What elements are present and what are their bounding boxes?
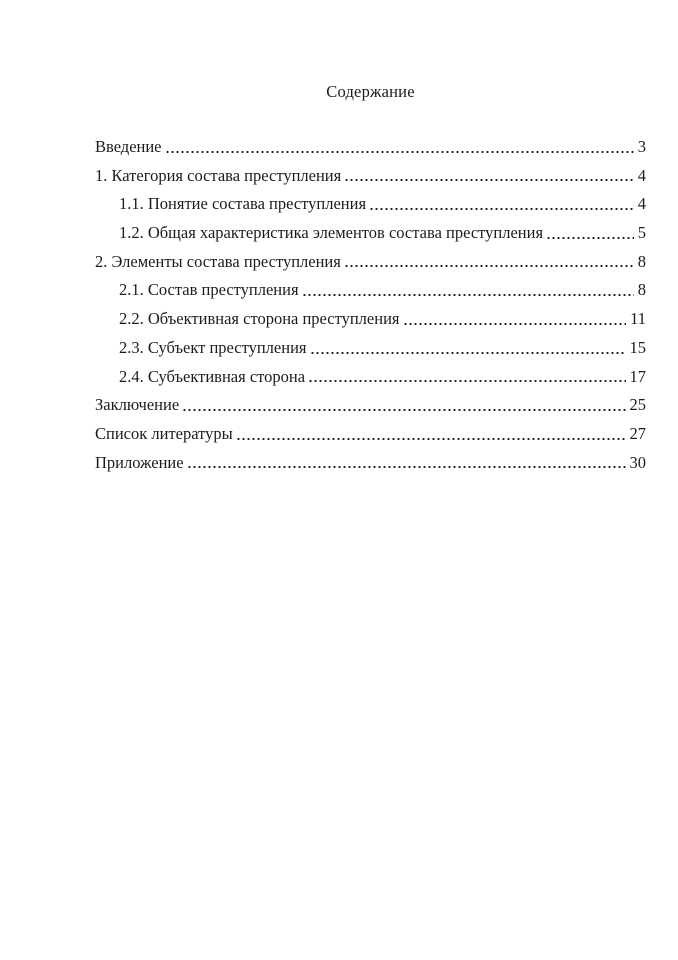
dot-leader: [344, 179, 634, 181]
toc-entry-label: Список литературы: [95, 423, 233, 443]
toc-entry-page: 4: [637, 194, 646, 214]
toc-entry-label: 2.2. Объективная сторона преступления: [119, 309, 400, 329]
toc-entry: [95, 305, 646, 334]
toc-entry: [95, 219, 646, 248]
toc-entry-label: 1.2. Общая характеристика элементов состава преступления: [119, 223, 544, 243]
toc-entry: [95, 363, 646, 392]
toc-entry: [95, 190, 646, 219]
dot-leader: [369, 208, 634, 210]
toc-entry: [95, 334, 646, 363]
toc-entry-page: 8: [637, 280, 646, 300]
dot-leader: [344, 265, 634, 267]
toc-entry: [95, 162, 646, 191]
toc-entry-label: 1.1. Понятие состава преступления: [119, 194, 367, 214]
toc-entry-label: Заключение: [95, 395, 180, 415]
toc-entry-label: 2.1. Состав преступления: [119, 280, 299, 300]
toc-entry-label: 1. Категория состава преступления: [95, 165, 342, 185]
toc-entry-label: 2. Элементы состава преступления: [95, 251, 341, 271]
toc-entry-label: Приложение: [95, 452, 184, 472]
toc-entry: [95, 420, 646, 449]
toc-entry: [95, 391, 646, 420]
dot-leader: [302, 294, 634, 296]
toc-entry: [95, 248, 646, 277]
dot-leader: [546, 237, 634, 239]
dot-leader: [187, 466, 626, 468]
toc-entry-page: 4: [637, 165, 646, 185]
dot-leader: [236, 438, 626, 440]
toc-entry-page: 30: [629, 452, 646, 472]
toc-entry-page: 15: [629, 337, 646, 357]
toc-entry: [95, 133, 646, 162]
dot-leader: [310, 352, 626, 354]
toc-entry-page: 27: [629, 423, 646, 443]
toc-list: [95, 133, 646, 477]
toc-entry-page: 3: [637, 137, 646, 156]
toc-entry: [95, 276, 646, 305]
toc-entry: [95, 449, 646, 478]
page-title: Содержание: [326, 82, 415, 101]
toc-entry-label: 2.3. Субъект преступления: [119, 337, 307, 357]
dot-leader: [165, 151, 634, 153]
toc-entry-page: 5: [637, 223, 646, 243]
toc-entry-label: Введение: [95, 137, 162, 156]
dot-leader: [403, 323, 627, 325]
toc-entry-page: 8: [637, 251, 646, 271]
toc-entry-page: 25: [629, 395, 646, 415]
dot-leader: [182, 409, 625, 411]
toc-entry-page: 11: [630, 309, 646, 329]
dot-leader: [308, 380, 625, 382]
toc-entry-page: 17: [629, 366, 646, 386]
toc-entry-label: 2.4. Субъективная сторона: [119, 366, 306, 386]
